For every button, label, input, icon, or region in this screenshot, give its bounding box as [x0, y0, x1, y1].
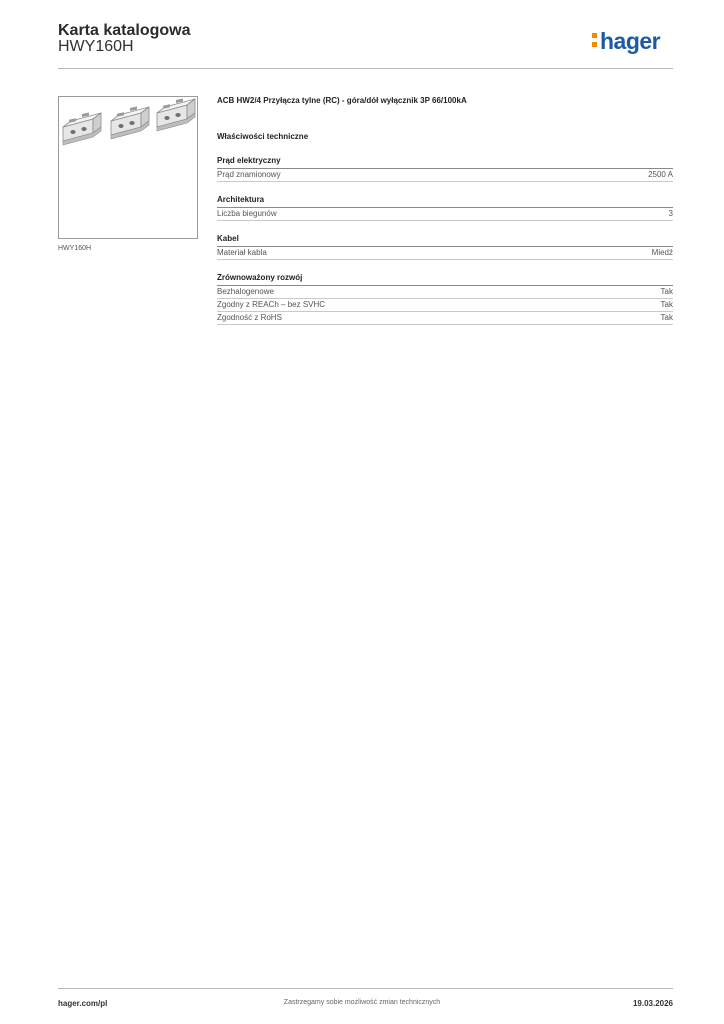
- header-divider: [58, 68, 673, 69]
- hager-logo: [592, 28, 660, 55]
- spec-row: [217, 169, 673, 182]
- spec-value: Tak: [660, 313, 673, 322]
- tech-properties-heading: Właściwości techniczne: [217, 132, 309, 141]
- group-title: Prąd elektryczny: [217, 156, 673, 169]
- footer-date: 19.03.2026: [632, 999, 673, 1008]
- product-details: [217, 96, 673, 338]
- spec-label: Zgodny z REACh – bez SVHC: [217, 300, 326, 309]
- group-title: Architektura: [217, 195, 673, 208]
- group-architecture: [217, 195, 673, 221]
- spec-value: Miedź: [651, 248, 673, 257]
- group-sustainability: [217, 273, 673, 325]
- spec-label: Materiał kabla: [217, 248, 267, 257]
- product-title: ACB HW2/4 Przyłącza tylne (RC) - góra/dół wyłącznik 3P 66/100kA: [217, 96, 467, 105]
- rear-connection-lugs-icon: [59, 97, 197, 238]
- spec-row: [217, 247, 673, 260]
- page-title: Karta katalogowa: [58, 22, 191, 39]
- spec-label: Zgodność z RoHS: [217, 313, 282, 322]
- spec-row: [217, 299, 673, 312]
- product-code: HWY160H: [58, 38, 134, 55]
- group-cable: [217, 234, 673, 260]
- spec-value: 2500 A: [648, 170, 673, 179]
- footer-website-link[interactable]: hager.com/pl: [58, 999, 108, 1008]
- spec-label: Bezhalogenowe: [217, 287, 274, 296]
- spec-row: [217, 208, 673, 221]
- footer-divider: [58, 988, 673, 989]
- logo-dots-icon: [592, 28, 598, 47]
- group-title: Kabel: [217, 234, 673, 247]
- spec-row: [217, 286, 673, 299]
- product-image: [58, 96, 198, 239]
- spec-value: 3: [668, 209, 673, 218]
- spec-row: [217, 312, 673, 325]
- spec-label: Liczba biegunów: [217, 209, 277, 218]
- group-title: Zrównoważony rozwój: [217, 273, 673, 286]
- spec-label: Prąd znamionowy: [217, 170, 281, 179]
- spec-value: Tak: [660, 300, 673, 309]
- group-electric-current: [217, 156, 673, 182]
- footer-disclaimer: Zastrzegamy sobie możliwość zmian technicznych: [283, 999, 441, 1006]
- image-caption: HWY160H: [58, 245, 92, 252]
- spec-value: Tak: [660, 287, 673, 296]
- logo-text: hager: [600, 28, 661, 54]
